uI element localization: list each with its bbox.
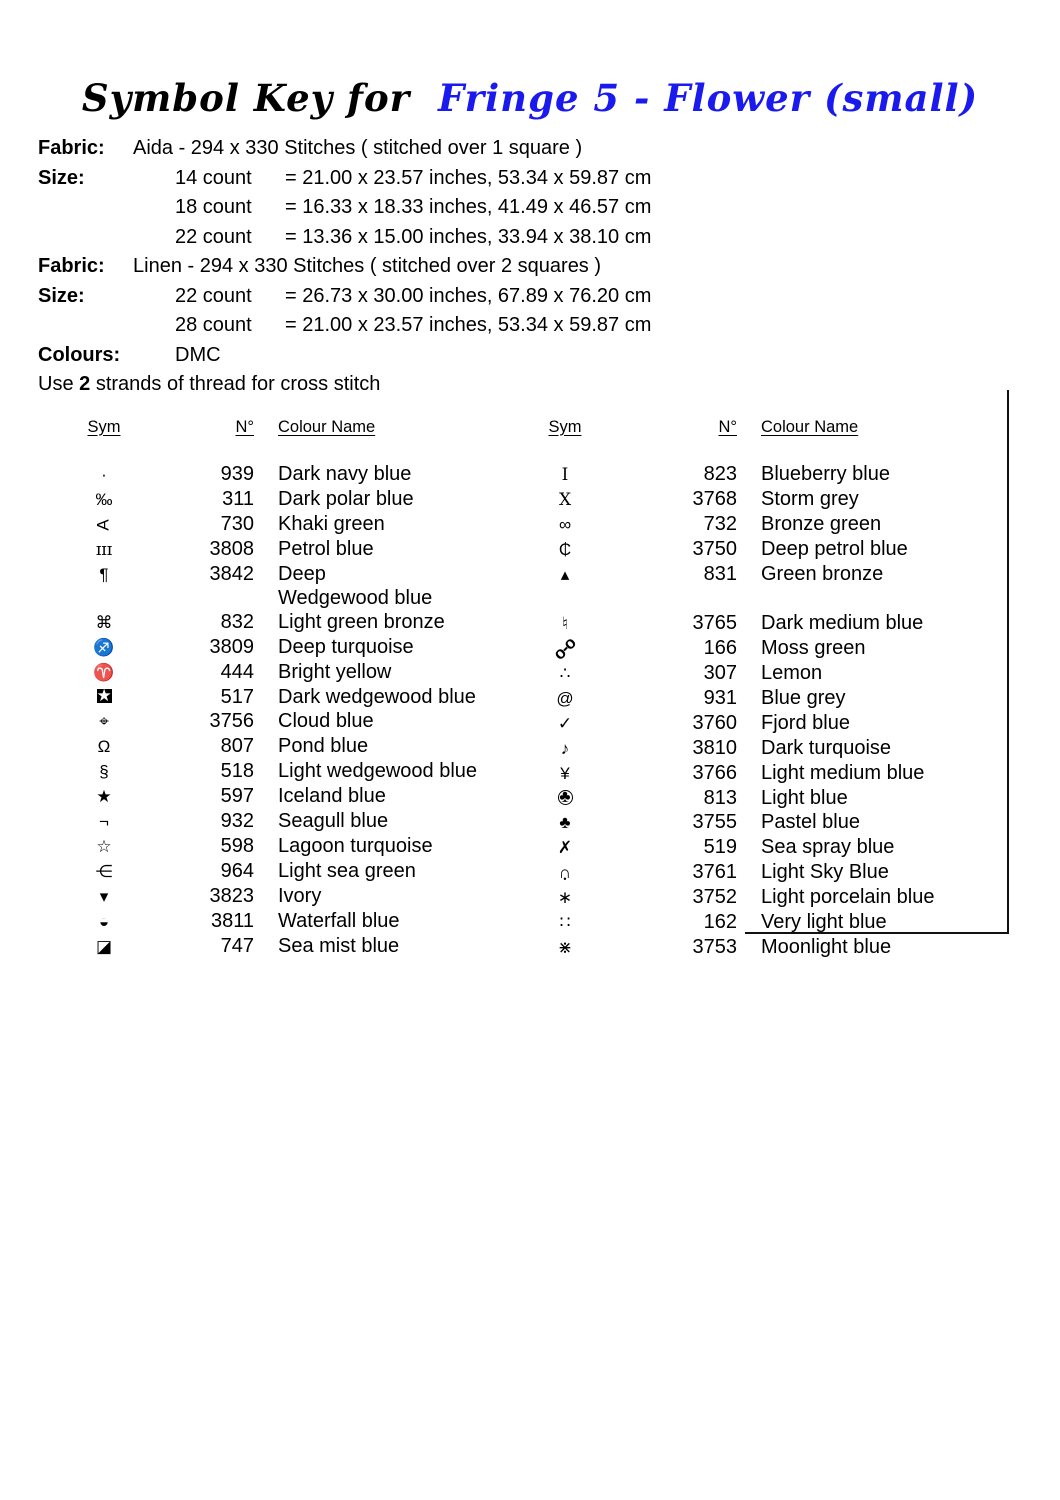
stitch-symbol: ◒ xyxy=(98,911,110,931)
colour-name: Fjord blue xyxy=(761,711,850,734)
stitch-symbol: ✗ xyxy=(557,837,573,857)
dmc-number: 3750 xyxy=(692,537,737,560)
size-label: Size: xyxy=(38,166,85,189)
dmc-number: 807 xyxy=(220,734,254,757)
dmc-number: 311 xyxy=(222,487,254,510)
stitch-symbol: ▴ xyxy=(560,564,570,584)
strands-suffix: strands of thread for cross stitch xyxy=(90,373,381,395)
dmc-number: 813 xyxy=(703,786,737,809)
colour-name: Dark navy blue xyxy=(278,462,412,485)
stitch-symbol: ₵ xyxy=(558,539,572,559)
key-column-left xyxy=(84,416,488,960)
header-colour-name: Colour Name xyxy=(278,417,376,436)
header-sym: Sym xyxy=(87,417,121,436)
colour-name: Pond blue xyxy=(278,734,369,757)
dmc-number: 162 xyxy=(703,910,737,933)
dmc-number: 3760 xyxy=(692,711,737,734)
dmc-number: 3768 xyxy=(692,487,737,510)
colour-name: Light medium blue xyxy=(761,761,925,784)
dmc-number: 823 xyxy=(703,462,737,485)
stitch-symbol: ɪɪɪ xyxy=(95,539,113,560)
stitch-symbol: ✓ xyxy=(557,713,573,733)
colour-name: Dark turquoise xyxy=(761,736,892,759)
colour-name: Deep petrol blue xyxy=(761,537,908,560)
header-colour-name: Colour Name xyxy=(761,417,859,436)
dmc-number: 518 xyxy=(220,759,254,782)
fabric-value: Aida - 294 x 330 Stitches ( stitched over 1 square ) xyxy=(133,137,583,159)
colour-name: Light blue xyxy=(761,786,848,809)
fabric-label: Fabric: xyxy=(38,255,105,277)
dmc-number: 597 xyxy=(220,784,254,807)
stitch-symbol: ♈ xyxy=(93,662,115,682)
colour-name: Dark medium blue xyxy=(761,611,924,634)
colour-name: Deep Wedgewood blue xyxy=(278,562,433,609)
colours-value: DMC xyxy=(175,343,221,366)
colour-name: Sea spray blue xyxy=(761,835,895,858)
dmc-number: 598 xyxy=(220,834,254,857)
stitch-symbol: ⋲ xyxy=(95,861,113,881)
fabric-linen-line xyxy=(38,252,1060,282)
colour-name: Seagull blue xyxy=(278,809,389,832)
dmc-number: 519 xyxy=(703,835,737,858)
count-value: 18 count xyxy=(175,196,252,218)
stitch-symbol: ★ xyxy=(96,685,112,705)
dmc-number: 307 xyxy=(703,661,737,684)
key-row xyxy=(84,859,488,884)
dmc-number: 444 xyxy=(220,660,254,683)
colour-name: Moss green xyxy=(761,636,866,659)
dmc-number: 3810 xyxy=(692,736,737,759)
dmc-number: 939 xyxy=(220,462,254,485)
count-value: 14 count xyxy=(175,166,252,189)
stitch-symbol: ∞ xyxy=(558,514,572,534)
colour-name: Blueberry blue xyxy=(761,462,890,485)
colour-name: Green bronze xyxy=(761,562,884,585)
stitch-symbol: ∩ • xyxy=(545,860,585,885)
stitch-symbol: I xyxy=(561,464,569,485)
dmc-number: 3765 xyxy=(692,611,737,634)
dmc-number: 3752 xyxy=(692,885,737,908)
fabric-label: Fabric: xyxy=(38,137,105,159)
title-prefix: Symbol Key for xyxy=(81,76,411,120)
key-row xyxy=(84,834,488,859)
count-value: 22 count xyxy=(175,284,252,307)
key-row xyxy=(84,934,488,959)
dmc-number: 931 xyxy=(703,686,737,709)
size-line xyxy=(38,193,1060,223)
colour-name: Waterfall blue xyxy=(278,909,400,932)
stitch-symbol: ◪ xyxy=(95,936,113,956)
colour-name: Light porcelain blue xyxy=(761,885,935,908)
dmc-number: 3842 xyxy=(209,562,254,585)
stitch-symbol: Ω xyxy=(97,736,111,756)
size-line xyxy=(38,311,1060,341)
stitch-symbol: ☆ xyxy=(96,836,112,856)
stitch-symbol: X xyxy=(558,489,572,510)
dmc-number: 730 xyxy=(220,512,254,535)
dmc-number: 747 xyxy=(220,934,254,957)
colour-name: Ivory xyxy=(278,884,322,907)
key-row xyxy=(84,884,488,909)
stitch-symbol: ¶ xyxy=(99,564,109,584)
size-line xyxy=(38,223,1060,253)
stitch-symbol: ‰ xyxy=(95,489,113,509)
dmc-number: 3811 xyxy=(210,909,254,932)
key-row xyxy=(84,809,488,834)
dmc-number: 964 xyxy=(220,859,254,882)
dmc-number: 3753 xyxy=(692,935,737,958)
header-sym: Sym xyxy=(548,417,582,436)
stitch-symbol: ♣ xyxy=(559,786,571,806)
key-row xyxy=(84,734,488,759)
page-title xyxy=(0,0,1060,120)
key-row xyxy=(84,709,488,734)
key-row xyxy=(84,512,488,537)
dmc-number: 3756 xyxy=(209,709,254,732)
dmc-number: 166 xyxy=(703,636,737,659)
dmc-number: 3808 xyxy=(209,537,254,560)
stitch-symbol: @ xyxy=(556,688,574,708)
colour-name: Light Sky Blue xyxy=(761,860,889,883)
stitch-symbol: ♐ xyxy=(93,637,115,657)
key-row xyxy=(84,660,488,685)
dmc-number: 732 xyxy=(703,512,737,535)
dmc-number: 3809 xyxy=(209,635,254,658)
colour-name: Dark polar blue xyxy=(278,487,414,510)
colour-name: Blue grey xyxy=(761,686,846,709)
stitch-symbol: ⋇ xyxy=(557,937,573,957)
stitch-symbol: ¥ xyxy=(560,763,570,783)
stitch-symbol: ♪ xyxy=(560,738,570,758)
key-row xyxy=(84,487,488,512)
dmc-number: 3766 xyxy=(692,761,737,784)
key-row xyxy=(84,537,488,562)
header-number: N° xyxy=(718,417,737,436)
colour-name: Cloud blue xyxy=(278,709,374,732)
dmc-number: 3823 xyxy=(209,884,254,907)
dimensions-value: = 21.00 x 23.57 inches, 53.34 x 59.87 cm xyxy=(285,166,652,189)
fabric-aida-line xyxy=(38,134,1060,164)
header-number: N° xyxy=(235,417,254,436)
colours-line xyxy=(38,341,1060,371)
key-row xyxy=(84,462,488,487)
table-border-corner xyxy=(745,390,1009,934)
colour-name: Moonlight blue xyxy=(761,935,892,958)
colour-name: Lemon xyxy=(761,661,823,684)
stitch-symbol: ♣ xyxy=(559,812,571,832)
colour-name: Lagoon turquoise xyxy=(278,834,433,857)
colour-name: Khaki green xyxy=(278,512,385,535)
colour-name: Light sea green xyxy=(278,859,416,882)
stitch-symbol: o-o xyxy=(549,633,580,664)
stitch-symbol: ∴ xyxy=(559,663,571,683)
key-row xyxy=(84,685,488,709)
pattern-info xyxy=(38,134,1060,400)
colour-name: Deep turquoise xyxy=(278,635,414,658)
stitch-symbol: ¬ xyxy=(99,811,109,831)
colour-name: Petrol blue xyxy=(278,537,374,560)
key-row xyxy=(84,610,488,635)
key-row xyxy=(84,635,488,660)
table-header xyxy=(84,416,488,442)
count-value: 28 count xyxy=(175,314,252,336)
colour-name: Bronze green xyxy=(761,512,882,535)
stitch-symbol: · xyxy=(101,464,107,484)
stitch-symbol: ⌘ xyxy=(95,612,113,632)
stitch-symbol: § xyxy=(99,761,109,781)
stitch-symbol: ∷ xyxy=(559,912,571,932)
colours-label: Colours: xyxy=(38,343,121,366)
stitch-symbol: ♮ xyxy=(561,613,569,633)
strands-count: 2 xyxy=(79,373,91,395)
colour-name: Iceland blue xyxy=(278,784,386,807)
colour-name: Dark wedgewood blue xyxy=(278,685,476,708)
stitch-symbol: ∗ xyxy=(557,887,573,907)
key-row xyxy=(545,935,991,960)
colour-name: Storm grey xyxy=(761,487,859,510)
colour-name: Very light blue xyxy=(761,910,887,933)
stitch-symbol: ★ xyxy=(96,786,112,806)
dimensions-value: = 26.73 x 30.00 inches, 67.89 x 76.20 cm xyxy=(285,284,652,307)
size-label: Size: xyxy=(38,284,85,307)
dmc-number: 832 xyxy=(220,610,254,633)
stitch-symbol: ⌖ xyxy=(99,711,109,731)
strands-prefix: Use xyxy=(38,373,74,395)
dmc-number: 517 xyxy=(220,685,254,708)
colour-name: Bright yellow xyxy=(278,660,392,683)
pattern-name: Fringe 5 - Flower (small) xyxy=(438,76,979,120)
colour-name: Light green bronze xyxy=(278,610,445,633)
size-line xyxy=(38,282,1060,312)
dmc-number: 3761 xyxy=(692,860,737,883)
dmc-number: 831 xyxy=(703,562,737,585)
colour-name: Sea mist blue xyxy=(278,934,400,957)
fabric-value: Linen - 294 x 330 Stitches ( stitched over 2 squares ) xyxy=(133,255,602,277)
dmc-number: 932 xyxy=(220,809,254,832)
dimensions-value: = 21.00 x 23.57 inches, 53.34 x 59.87 cm xyxy=(285,314,652,336)
dimensions-value: = 13.36 x 15.00 inches, 33.94 x 38.10 cm xyxy=(285,225,652,248)
key-row xyxy=(84,784,488,809)
key-row xyxy=(84,562,488,610)
stitch-symbol: A xyxy=(94,518,113,531)
dimensions-value: = 16.33 x 18.33 inches, 41.49 x 46.57 cm xyxy=(285,196,652,218)
size-line xyxy=(38,164,1060,194)
count-value: 22 count xyxy=(175,225,252,248)
key-row xyxy=(84,759,488,784)
colour-name: Pastel blue xyxy=(761,810,860,833)
key-row xyxy=(84,909,488,934)
colour-name: Light wedgewood blue xyxy=(278,759,478,782)
stitch-symbol: ▾ xyxy=(99,886,109,906)
dmc-number: 3755 xyxy=(692,810,737,833)
